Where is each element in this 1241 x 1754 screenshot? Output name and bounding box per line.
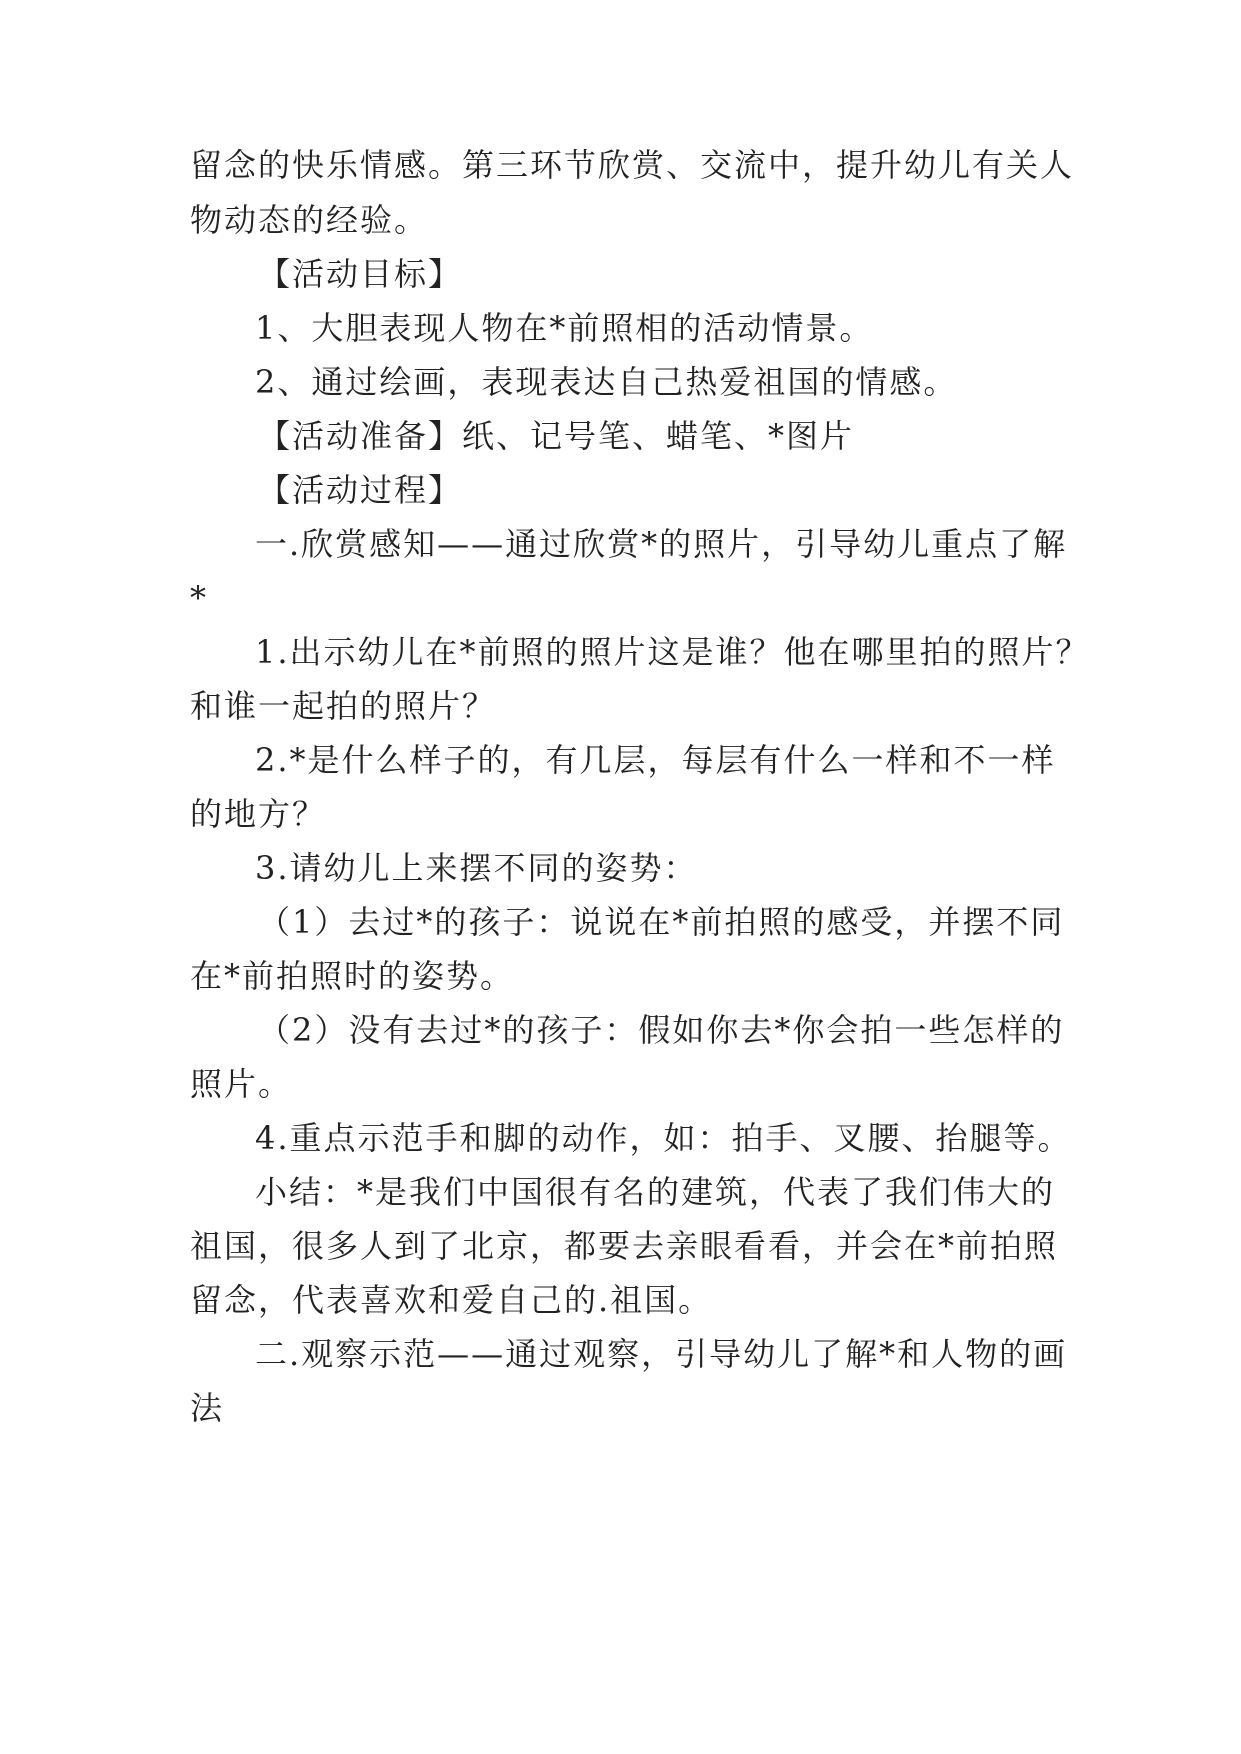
paragraph-line: 物动态的经验。 — [190, 201, 429, 239]
list-item: （1）去过*的孩子：说说在*前拍照的感受，并摆不同 — [258, 903, 1065, 941]
summary-line: 小结：*是我们中国很有名的建筑，代表了我们伟大的 — [255, 1173, 1056, 1211]
list-item: 1.出示幼儿在*前照的照片这是谁？他在哪里拍的照片？ — [255, 633, 1090, 671]
paragraph-line: 的地方？ — [190, 795, 327, 833]
paragraph-line: 照片。 — [190, 1065, 293, 1103]
paragraph-line: 和谁一起拍的照片？ — [190, 687, 497, 725]
list-item: 2、通过绘画，表现表达自己热爱祖国的情感。 — [255, 363, 958, 401]
list-item: 1、大胆表现人物在*前照相的活动情景。 — [255, 309, 874, 347]
section-heading-preparation: 【活动准备】纸、记号笔、蜡笔、*图片 — [258, 417, 855, 455]
list-item: 2.*是什么样子的，有几层，每层有什么一样和不一样 — [255, 741, 1056, 779]
section-heading-process: 【活动过程】 — [258, 471, 463, 509]
subsection-heading: 二.观察示范——通过观察，引导幼儿了解*和人物的画 — [255, 1335, 1068, 1373]
list-item: 3.请幼儿上来摆不同的姿势： — [255, 849, 698, 887]
paragraph-line: 留念的快乐情感。第三环节欣赏、交流中，提升幼儿有关人 — [190, 146, 1075, 184]
paragraph-line: 祖国，很多人到了北京，都要去亲眼看看，并会在*前拍照 — [190, 1227, 1059, 1265]
paragraph-line: 法 — [190, 1389, 225, 1427]
paragraph-line: 在*前拍照时的姿势。 — [190, 957, 515, 995]
list-item: 4.重点示范手和脚的动作，如：拍手、叉腰、抬腿等。 — [255, 1119, 1072, 1157]
paragraph-line: 留念，代表喜欢和爱自己的.祖国。 — [190, 1281, 713, 1319]
list-item: （2）没有去过*的孩子：假如你去*你会拍一些怎样的 — [258, 1011, 1065, 1049]
paragraph-line: * — [190, 579, 208, 617]
subsection-heading: 一.欣赏感知——通过欣赏*的照片，引导幼儿重点了解 — [255, 525, 1068, 563]
section-heading-goals: 【活动目标】 — [258, 255, 463, 293]
